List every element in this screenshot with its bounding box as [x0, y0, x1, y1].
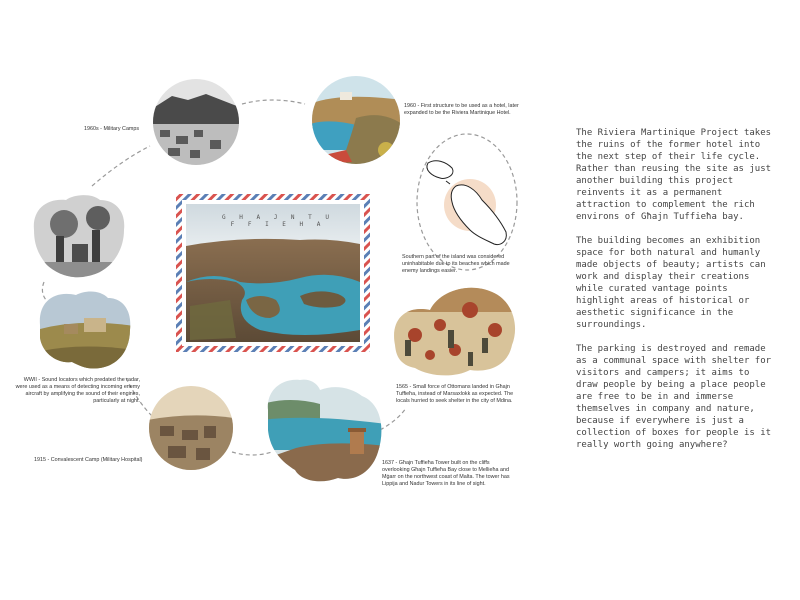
label-tower-1637: 1637 - Għajn Tuffieħa Tower built on the cliffs overlooking Għajn Tuffieħa Bay close to Mellieħa and Mġarr on the northwest coast of Malta. The tower has Lippija and Nadur Towers in its line of sight.	[382, 460, 510, 487]
postcard-title: G H A J N T U F F I E H A	[222, 214, 334, 228]
label-southern-part: Southern part of the island was considered uninhabitable due to its beaches which made enemy landings easier.	[402, 254, 510, 274]
military-camps-photo	[150, 78, 242, 168]
ghajn-tuffieha-tower-photo	[262, 376, 386, 486]
project-description	[576, 127, 776, 463]
ottoman-landing-painting	[390, 282, 520, 382]
essay-paragraph-1: The Riviera Martinique Project takes the ruins of the former hotel into the next step of their life cycle. Rather than reusing the site as just another building this project reinvents it as a permanent attraction to complement the rich environs of Għajn Tuffieħa bay.	[576, 128, 772, 222]
label-convalescent-camp: 1915 - Convalescent Camp (Military Hospital)	[34, 457, 143, 463]
label-first-hotel: 1960 - First structure to be used as a hotel, later expanded to be the Riviera Martinique Hotel.	[404, 103, 519, 116]
first-hotel-photo	[310, 75, 402, 167]
essay-paragraph-2: The building becomes an exhibition space for both natural and humanly made objects of beauty; artists can work and display their creations while curated vantage points highlight areas of historical or aesthetic significance in the surroundings.	[576, 236, 766, 330]
essay-paragraph-3: The parking is destroyed and remade as a communal space with shelter for visitors and campers; it aims to draw people by being a place people are free to be in and immerse themselves in company and nature, because if everywhere is just a collection of boxes for people is it really worth going anywhere?	[576, 344, 772, 450]
label-ottomans-1565: 1565 - Small force of Ottomans landed in Għajn Tuffieħa, instead of Marsaxlokk as expected. The locals hurried to seek shelter in the city of Mdina.	[396, 384, 514, 404]
label-ww2-sound-locators: WWII - Sound locators which predated the radar, were used as a means of detecting incoming enemy aircraft by amplifying the sound of their engines, particularly at night.	[15, 377, 140, 404]
malta-map	[427, 161, 506, 245]
sound-locator-photo	[30, 192, 130, 282]
convalescent-camp-photo	[148, 386, 234, 472]
label-military-camps: 1960s - Military Camps	[84, 126, 140, 132]
ww2-landscape-photo	[36, 288, 134, 372]
